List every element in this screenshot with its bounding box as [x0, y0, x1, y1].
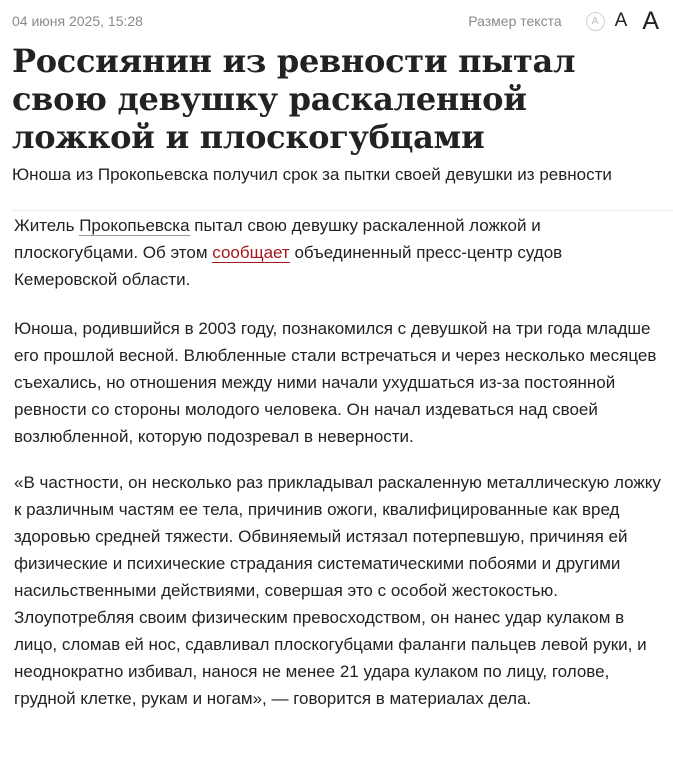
article-meta-bar [12, 8, 659, 34]
text-size-small-button[interactable]: A [586, 12, 605, 31]
article-paragraph-2: Юноша, родившийся в 2003 году, познакомился с девушкой на три года младше его прошлой весной. Влюбленные стали встречаться и через несколько месяцев съехались, но отношения между ними начали ухудшаться из-за постоянной ревности со стороны молодого человека. Он начал издеваться над своей возлюбленной, которую подозревал в неверности. [14, 319, 657, 446]
article-title: Россиянин из ревности пытал свою девушку раскаленной ложкой и плоскогубцами [12, 42, 576, 156]
city-link[interactable]: Прокопьевска [79, 216, 190, 235]
paragraph-text: объединенный пресс-центр судов Кемеровской области. [14, 243, 563, 289]
text-size-label: Размер текста [468, 13, 562, 29]
article-subtitle: Юноша из Прокопьевска получил срок за пытки своей девушки из ревности [12, 165, 612, 184]
header-divider [12, 210, 673, 211]
text-size-control [468, 8, 659, 34]
text-size-medium-button[interactable]: A [614, 10, 628, 31]
article-paragraph-3: «В частности, он несколько раз прикладывал раскаленную металлическую ложку к различным частям ее тела, причинив ожоги, квалифицированные как вред здоровью средней тяжести. Обвиняемый истязал потерпевшую, причиняя ей физические и психические страдания систематическими побоями и другими насильственными действиями, совершая это с особой жестокостью. Злоупотребляя своим физическим превосходством, он нанес удар кулаком в лицо, сломав ей нос, сдавливал плоскогубцами фаланги пальцев левой руки, и неоднократно избивал, нанося не менее 21 удара кулаком по лицу, голове, грудной клетке, рукам и ногам», — говорится в материалах дела. [14, 473, 661, 708]
publish-date: 04 июня 2025, 15:28 [12, 13, 143, 29]
paragraph-text: пытал свою девушку раскаленной ложкой и плоскогубцами. Об этом [14, 216, 541, 262]
source-link[interactable]: сообщает [212, 243, 290, 262]
article-paragraph-1 [14, 212, 664, 293]
article-body [14, 212, 664, 731]
text-size-large-button[interactable]: A [642, 6, 659, 35]
paragraph-text: Житель [14, 216, 80, 235]
